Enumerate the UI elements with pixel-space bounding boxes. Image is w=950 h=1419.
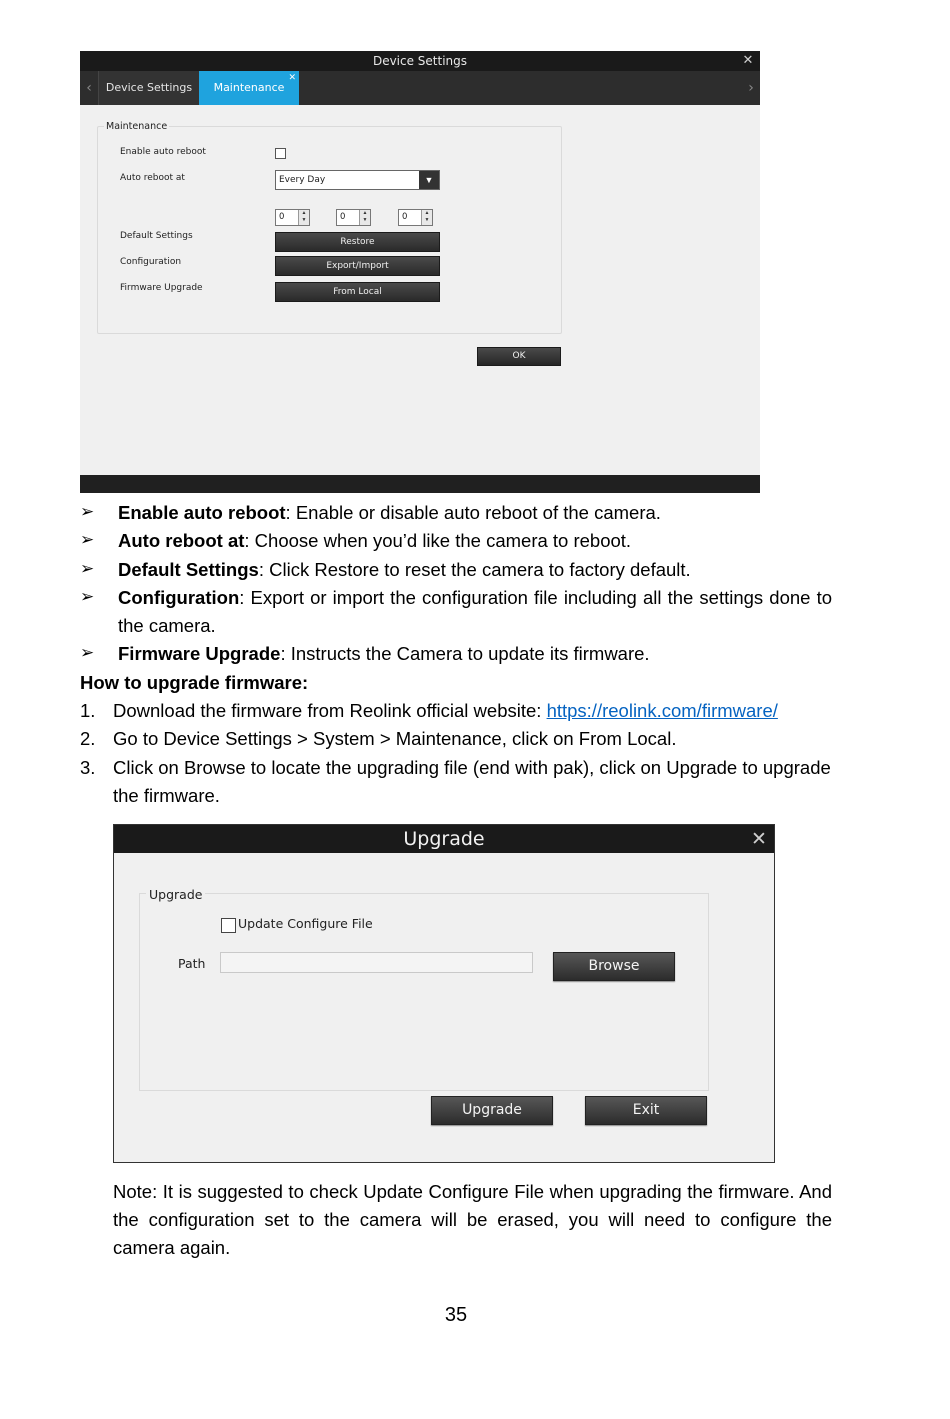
path-label: Path [178,956,206,971]
bullet-term: Firmware Upgrade [118,643,281,664]
spinner-arrows-icon[interactable]: ▲ ▼ [298,210,309,225]
maintenance-group [97,126,562,334]
auto-reboot-select[interactable] [275,170,440,190]
bullet-icon: ➢ [80,643,95,663]
hour-spinner-value: 0 [279,212,285,222]
tab-maintenance[interactable] [199,71,299,105]
bullet-text: : Instructs the Camera to update its firmware. [280,643,650,664]
window-title: Upgrade [403,828,485,850]
step-number: 3. [80,757,96,778]
upgrade-button[interactable]: Upgrade [431,1096,553,1125]
page-number: 35 [444,1304,468,1326]
step-number: 1. [80,700,96,721]
from-local-button[interactable]: From Local [275,282,440,302]
tab-close-icon[interactable]: ✕ [288,73,296,83]
upgrade-legend: Upgrade [146,887,205,902]
bullet-icon: ➢ [80,502,95,522]
window-titlebar [114,825,774,853]
default-settings-label: Default Settings [120,231,193,241]
auto-reboot-select-value: Every Day [279,175,326,185]
step-item [113,697,832,725]
step-item: Go to Device Settings > System > Maintenance, click on From Local. [113,728,677,749]
bullet-term: Configuration [118,587,240,608]
maintenance-legend: Maintenance [106,121,168,132]
bullet-item [118,499,832,527]
window-titlebar [80,51,760,71]
dropdown-arrow-icon[interactable]: ▼ [419,171,439,189]
minute-spinner[interactable] [336,209,371,226]
configuration-label: Configuration [120,257,182,267]
ok-button[interactable]: OK [477,347,561,366]
device-settings-window [80,51,760,493]
hour-spinner[interactable] [275,209,310,226]
bullet-text: : Choose when you’d like the camera to reboot. [244,530,632,551]
tab-bar [80,71,760,105]
upgrade-window [113,824,775,1163]
exit-button[interactable]: Exit [585,1096,707,1125]
bullet-text: : Click Restore to reset the camera to factory default. [258,559,691,580]
bullet-item [118,527,832,555]
browse-button[interactable]: Browse [553,952,675,981]
enable-auto-reboot-checkbox[interactable] [275,148,286,159]
bullet-item [118,556,832,584]
chevron-right-icon[interactable]: › [748,80,754,96]
bullet-term: Auto reboot at [118,530,245,551]
bullet-icon: ➢ [80,587,95,607]
step-item: Click on Browse to locate the upgrading file (end with pak), click on Upgrade to upgrade the firmware. [113,757,831,806]
chevron-left-icon[interactable]: ‹ [86,80,92,96]
second-spinner[interactable] [398,209,433,226]
firmware-link[interactable]: https://reolink.com/firmware/ [546,700,778,721]
export-import-button[interactable]: Export/Import [275,256,440,276]
howto-heading: How to upgrade firmware: [80,672,309,693]
minute-spinner-value: 0 [340,212,346,222]
bullet-term: Enable auto reboot [118,502,286,523]
update-configure-file-label: Update Configure File [238,916,373,931]
bullet-text: : Export or import the configuration file including all the settings done to the camera. [118,587,832,636]
spinner-arrows-icon[interactable]: ▲ ▼ [359,210,370,225]
second-spinner-value: 0 [402,212,408,222]
bullet-icon: ➢ [80,559,95,579]
maintenance-panel [80,105,760,475]
auto-reboot-at-label: Auto reboot at [120,173,185,183]
path-input[interactable] [220,952,533,973]
note-paragraph: Note: It is suggested to check Update Configure File when upgrading the firmware. And the configuration set to the camera will be erased, you will need to configure the camera again. [113,1181,832,1258]
window-title: Device Settings [372,54,468,68]
bullet-item [118,584,832,640]
step-number: 2. [80,728,96,749]
bullet-icon: ➢ [80,530,95,550]
enable-auto-reboot-label: Enable auto reboot [120,147,206,157]
bullet-term: Default Settings [118,559,259,580]
close-icon[interactable]: ✕ [751,828,767,850]
tab-device-settings[interactable]: Device Settings [98,71,200,105]
close-icon[interactable]: ✕ [742,53,754,68]
tab-maintenance-label: Maintenance [213,81,285,94]
firmware-upgrade-label: Firmware Upgrade [120,283,203,293]
step-text: Download the firmware from Reolink official website: [113,700,547,721]
update-configure-file-checkbox[interactable] [221,918,236,933]
window-footer [80,475,760,493]
bullet-text: : Enable or disable auto reboot of the camera. [285,502,661,523]
restore-button[interactable]: Restore [275,232,440,252]
bullet-item [118,640,832,668]
spinner-arrows-icon[interactable]: ▲ ▼ [421,210,432,225]
